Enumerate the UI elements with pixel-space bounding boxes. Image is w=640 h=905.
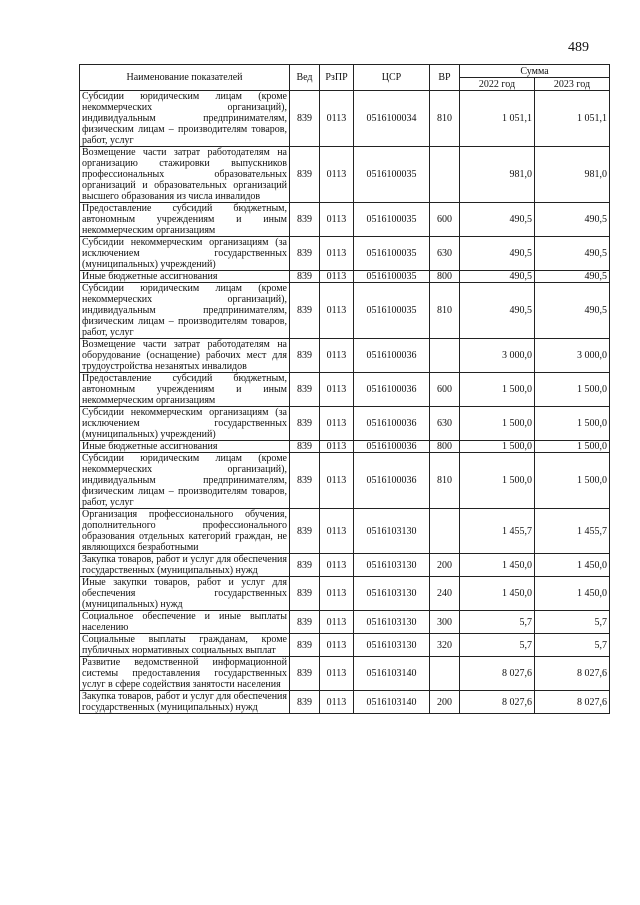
row-csr: 0516100035 xyxy=(354,147,430,203)
row-rzpr: 0113 xyxy=(320,453,354,509)
table-row xyxy=(80,203,610,237)
table-row xyxy=(80,577,610,611)
row-csr: 0516100035 xyxy=(354,237,430,271)
row-sum-2022: 490,5 xyxy=(460,283,535,339)
row-rzpr: 0113 xyxy=(320,634,354,657)
row-csr: 0516100036 xyxy=(354,339,430,373)
row-vr: 300 xyxy=(430,611,460,634)
row-ved: 839 xyxy=(290,339,320,373)
row-sum-2023: 490,5 xyxy=(535,237,610,271)
row-name: Субсидии юридическим лицам (кроме некоммерческих организаций), индивидуальным предпринимателям, физическим лицам – производителям товаров, работ, услуг xyxy=(80,91,290,147)
row-rzpr: 0113 xyxy=(320,441,354,453)
header-sum: Сумма xyxy=(460,65,610,78)
row-rzpr: 0113 xyxy=(320,283,354,339)
row-sum-2023: 1 450,0 xyxy=(535,577,610,611)
row-rzpr: 0113 xyxy=(320,611,354,634)
row-ved: 839 xyxy=(290,441,320,453)
row-rzpr: 0113 xyxy=(320,237,354,271)
row-rzpr: 0113 xyxy=(320,577,354,611)
row-csr: 0516103140 xyxy=(354,657,430,691)
row-csr: 0516100034 xyxy=(354,91,430,147)
header-csr: ЦСР xyxy=(354,65,430,91)
table-row xyxy=(80,91,610,147)
row-vr xyxy=(430,147,460,203)
row-vr: 600 xyxy=(430,203,460,237)
row-csr: 0516100035 xyxy=(354,283,430,339)
row-ved: 839 xyxy=(290,237,320,271)
table-row xyxy=(80,237,610,271)
table-row xyxy=(80,691,610,714)
row-csr: 0516103130 xyxy=(354,634,430,657)
row-sum-2023: 8 027,6 xyxy=(535,691,610,714)
row-rzpr: 0113 xyxy=(320,554,354,577)
row-ved: 839 xyxy=(290,691,320,714)
row-sum-2022: 1 455,7 xyxy=(460,509,535,554)
row-name: Возмещение части затрат работодателям на оборудование (оснащение) рабочих мест для трудоустройства незанятых инвалидов xyxy=(80,339,290,373)
row-vr xyxy=(430,509,460,554)
row-ved: 839 xyxy=(290,657,320,691)
table-row xyxy=(80,509,610,554)
row-name: Субсидии некоммерческим организациям (за исключением государственных (муниципальных) учреждений) xyxy=(80,237,290,271)
row-ved: 839 xyxy=(290,283,320,339)
row-csr: 0516100036 xyxy=(354,407,430,441)
row-sum-2022: 1 500,0 xyxy=(460,453,535,509)
row-rzpr: 0113 xyxy=(320,271,354,283)
row-vr: 200 xyxy=(430,691,460,714)
row-sum-2022: 490,5 xyxy=(460,271,535,283)
row-sum-2022: 3 000,0 xyxy=(460,339,535,373)
row-rzpr: 0113 xyxy=(320,373,354,407)
row-sum-2023: 981,0 xyxy=(535,147,610,203)
row-vr: 630 xyxy=(430,407,460,441)
header-year-2022: 2022 год xyxy=(460,78,535,91)
row-sum-2022: 8 027,6 xyxy=(460,691,535,714)
row-csr: 0516100036 xyxy=(354,441,430,453)
row-rzpr: 0113 xyxy=(320,147,354,203)
row-ved: 839 xyxy=(290,509,320,554)
budget-table xyxy=(79,64,610,714)
row-csr: 0516103130 xyxy=(354,611,430,634)
row-csr: 0516103130 xyxy=(354,554,430,577)
row-name: Организация профессионального обучения, дополнительного профессионального образования отдельных категорий граждан, не являющихся безработными xyxy=(80,509,290,554)
row-csr: 0516103130 xyxy=(354,509,430,554)
row-sum-2023: 1 500,0 xyxy=(535,453,610,509)
row-name: Субсидии юридическим лицам (кроме некоммерческих организаций), индивидуальным предпринимателям, физическим лицам – производителям товаров, работ, услуг xyxy=(80,453,290,509)
row-csr: 0516103140 xyxy=(354,691,430,714)
row-ved: 839 xyxy=(290,453,320,509)
row-vr: 630 xyxy=(430,237,460,271)
row-sum-2023: 1 500,0 xyxy=(535,407,610,441)
row-ved: 839 xyxy=(290,407,320,441)
row-csr: 0516103130 xyxy=(354,577,430,611)
header-rzpr: РзПР xyxy=(320,65,354,91)
row-name: Предоставление субсидий бюджетным, автономным учреждениям и иным некоммерческим организациям xyxy=(80,203,290,237)
row-sum-2022: 1 450,0 xyxy=(460,577,535,611)
table-row xyxy=(80,453,610,509)
row-vr: 800 xyxy=(430,271,460,283)
row-csr: 0516100035 xyxy=(354,271,430,283)
table-row xyxy=(80,554,610,577)
header-name: Наименование показателей xyxy=(80,65,290,91)
row-sum-2023: 1 051,1 xyxy=(535,91,610,147)
row-sum-2023: 3 000,0 xyxy=(535,339,610,373)
row-vr xyxy=(430,657,460,691)
row-rzpr: 0113 xyxy=(320,339,354,373)
row-sum-2022: 1 450,0 xyxy=(460,554,535,577)
row-sum-2022: 8 027,6 xyxy=(460,657,535,691)
row-vr: 320 xyxy=(430,634,460,657)
row-name: Закупка товаров, работ и услуг для обеспечения государственных (муниципальных) нужд xyxy=(80,554,290,577)
row-vr: 810 xyxy=(430,283,460,339)
table-row xyxy=(80,283,610,339)
row-vr: 810 xyxy=(430,91,460,147)
table-row xyxy=(80,611,610,634)
row-csr: 0516100036 xyxy=(354,373,430,407)
row-sum-2022: 5,7 xyxy=(460,634,535,657)
row-sum-2023: 1 500,0 xyxy=(535,373,610,407)
row-name: Закупка товаров, работ и услуг для обеспечения государственных (муниципальных) нужд xyxy=(80,691,290,714)
row-sum-2022: 490,5 xyxy=(460,237,535,271)
table-row xyxy=(80,407,610,441)
row-sum-2023: 490,5 xyxy=(535,283,610,339)
row-name: Предоставление субсидий бюджетным, автономным учреждениям и иным некоммерческим организациям xyxy=(80,373,290,407)
row-sum-2023: 490,5 xyxy=(535,203,610,237)
row-name: Субсидии некоммерческим организациям (за исключением государственных (муниципальных) учреждений) xyxy=(80,407,290,441)
row-rzpr: 0113 xyxy=(320,407,354,441)
table-header xyxy=(80,65,610,91)
table-row xyxy=(80,339,610,373)
row-sum-2022: 490,5 xyxy=(460,203,535,237)
row-rzpr: 0113 xyxy=(320,657,354,691)
table-row xyxy=(80,657,610,691)
row-rzpr: 0113 xyxy=(320,91,354,147)
row-sum-2022: 1 500,0 xyxy=(460,441,535,453)
row-ved: 839 xyxy=(290,147,320,203)
row-ved: 839 xyxy=(290,203,320,237)
row-vr: 810 xyxy=(430,453,460,509)
table-row xyxy=(80,373,610,407)
row-vr: 200 xyxy=(430,554,460,577)
row-name: Субсидии юридическим лицам (кроме некоммерческих организаций), индивидуальным предпринимателям, физическим лицам – производителям товаров, работ, услуг xyxy=(80,283,290,339)
row-sum-2022: 1 500,0 xyxy=(460,373,535,407)
row-rzpr: 0113 xyxy=(320,509,354,554)
table-row xyxy=(80,441,610,453)
row-sum-2022: 1 500,0 xyxy=(460,407,535,441)
row-name: Иные бюджетные ассигнования xyxy=(80,441,290,453)
row-vr xyxy=(430,339,460,373)
row-sum-2023: 1 450,0 xyxy=(535,554,610,577)
table-row xyxy=(80,271,610,283)
row-rzpr: 0113 xyxy=(320,691,354,714)
row-vr: 600 xyxy=(430,373,460,407)
row-csr: 0516100035 xyxy=(354,203,430,237)
header-ved: Вед xyxy=(290,65,320,91)
row-sum-2022: 5,7 xyxy=(460,611,535,634)
row-sum-2022: 1 051,1 xyxy=(460,91,535,147)
row-ved: 839 xyxy=(290,577,320,611)
row-name: Социальные выплаты гражданам, кроме публичных нормативных социальных выплат xyxy=(80,634,290,657)
row-name: Иные закупки товаров, работ и услуг для обеспечения государственных (муниципальных) нужд xyxy=(80,577,290,611)
row-sum-2023: 5,7 xyxy=(535,611,610,634)
row-name: Возмещение части затрат работодателям на организацию стажировки выпускников профессиональных образовательных организаций и образовательных организаций высшего образования из числа инвалидов xyxy=(80,147,290,203)
row-rzpr: 0113 xyxy=(320,203,354,237)
row-csr: 0516100036 xyxy=(354,453,430,509)
row-name: Социальное обеспечение и иные выплаты населению xyxy=(80,611,290,634)
row-vr: 800 xyxy=(430,441,460,453)
header-vr: ВР xyxy=(430,65,460,91)
row-sum-2023: 490,5 xyxy=(535,271,610,283)
row-sum-2022: 981,0 xyxy=(460,147,535,203)
row-vr: 240 xyxy=(430,577,460,611)
header-year-2023: 2023 год xyxy=(535,78,610,91)
row-ved: 839 xyxy=(290,611,320,634)
row-ved: 839 xyxy=(290,634,320,657)
row-ved: 839 xyxy=(290,91,320,147)
row-sum-2023: 5,7 xyxy=(535,634,610,657)
table-body xyxy=(80,91,610,714)
row-sum-2023: 1 455,7 xyxy=(535,509,610,554)
row-name: Развитие ведомственной информационной системы предоставления государственных услуг в сфере содействия занятости населения xyxy=(80,657,290,691)
row-ved: 839 xyxy=(290,554,320,577)
table-row xyxy=(80,634,610,657)
row-ved: 839 xyxy=(290,373,320,407)
table-row xyxy=(80,147,610,203)
page-number: 489 xyxy=(568,40,589,55)
row-name: Иные бюджетные ассигнования xyxy=(80,271,290,283)
row-ved: 839 xyxy=(290,271,320,283)
row-sum-2023: 8 027,6 xyxy=(535,657,610,691)
row-sum-2023: 1 500,0 xyxy=(535,441,610,453)
